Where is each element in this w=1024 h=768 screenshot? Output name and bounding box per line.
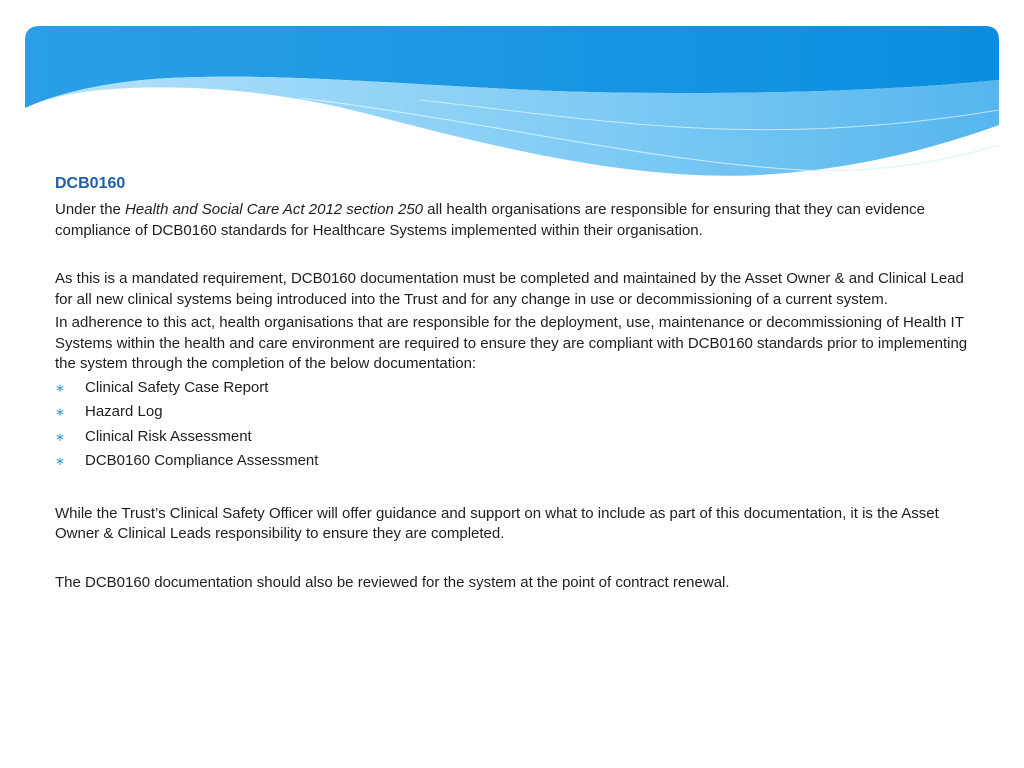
list-item [55, 451, 980, 472]
intro-text-end: all health organisations are responsible for ensuring that they can evidence compliance of DCB0160 standards for Healthcare Systems implemented within their organisation. [55, 201, 925, 239]
adherence-paragraph: In adherence to this act, health organisations that are responsible for the deployment, use, maintenance or decommissioning of Health IT Systems within the health and care environment are required to ensure they are compliant with DCB0160 standards prior to implementing the system through the completion of the below documentation: [55, 314, 968, 372]
bullet-icon: ∗ [55, 454, 66, 468]
list-item [55, 402, 980, 423]
review-paragraph: The DCB0160 documentation should also be reviewed for the system at the point of contract renewal. [55, 573, 730, 591]
spacer [55, 545, 980, 573]
documentation-list [55, 378, 980, 472]
bullet-icon: ∗ [55, 429, 66, 444]
list-item-label: DCB0160 Compliance Assessment [85, 452, 319, 469]
list-item [55, 427, 980, 448]
intro-text-start: Under the [55, 201, 126, 218]
act-reference: Health and Social Care Act 2012 section 250 [125, 201, 424, 218]
list-item-label: Hazard Log [85, 403, 163, 420]
header-wave-banner [0, 0, 1024, 190]
spacer [55, 476, 980, 504]
bullet-icon: ∗ [55, 405, 66, 419]
guidance-paragraph: While the Trust’s Clinical Safety Officer will offer guidance and support on what to include as part of this documentation, it is the Asset Owner & Clinical Leads responsibility to ensure they are completed. [55, 504, 939, 542]
list-item-label: Clinical Safety Case Report [85, 378, 269, 396]
bullet-icon: ∗ [55, 380, 66, 395]
content-area [55, 173, 980, 593]
list-item [55, 378, 980, 399]
page-title: DCB0160 [55, 175, 126, 192]
mandated-paragraph: As this is a mandated requirement, DCB0160 documentation must be completed and maintained by the Asset Owner & and Clinical Lead for all new clinical systems being introduced into the Trust and for any change in use or decommissioning of a current system. [55, 270, 964, 308]
spacer [55, 241, 980, 269]
list-item-label: Clinical Risk Assessment [85, 427, 252, 445]
intro-paragraph [55, 200, 980, 241]
